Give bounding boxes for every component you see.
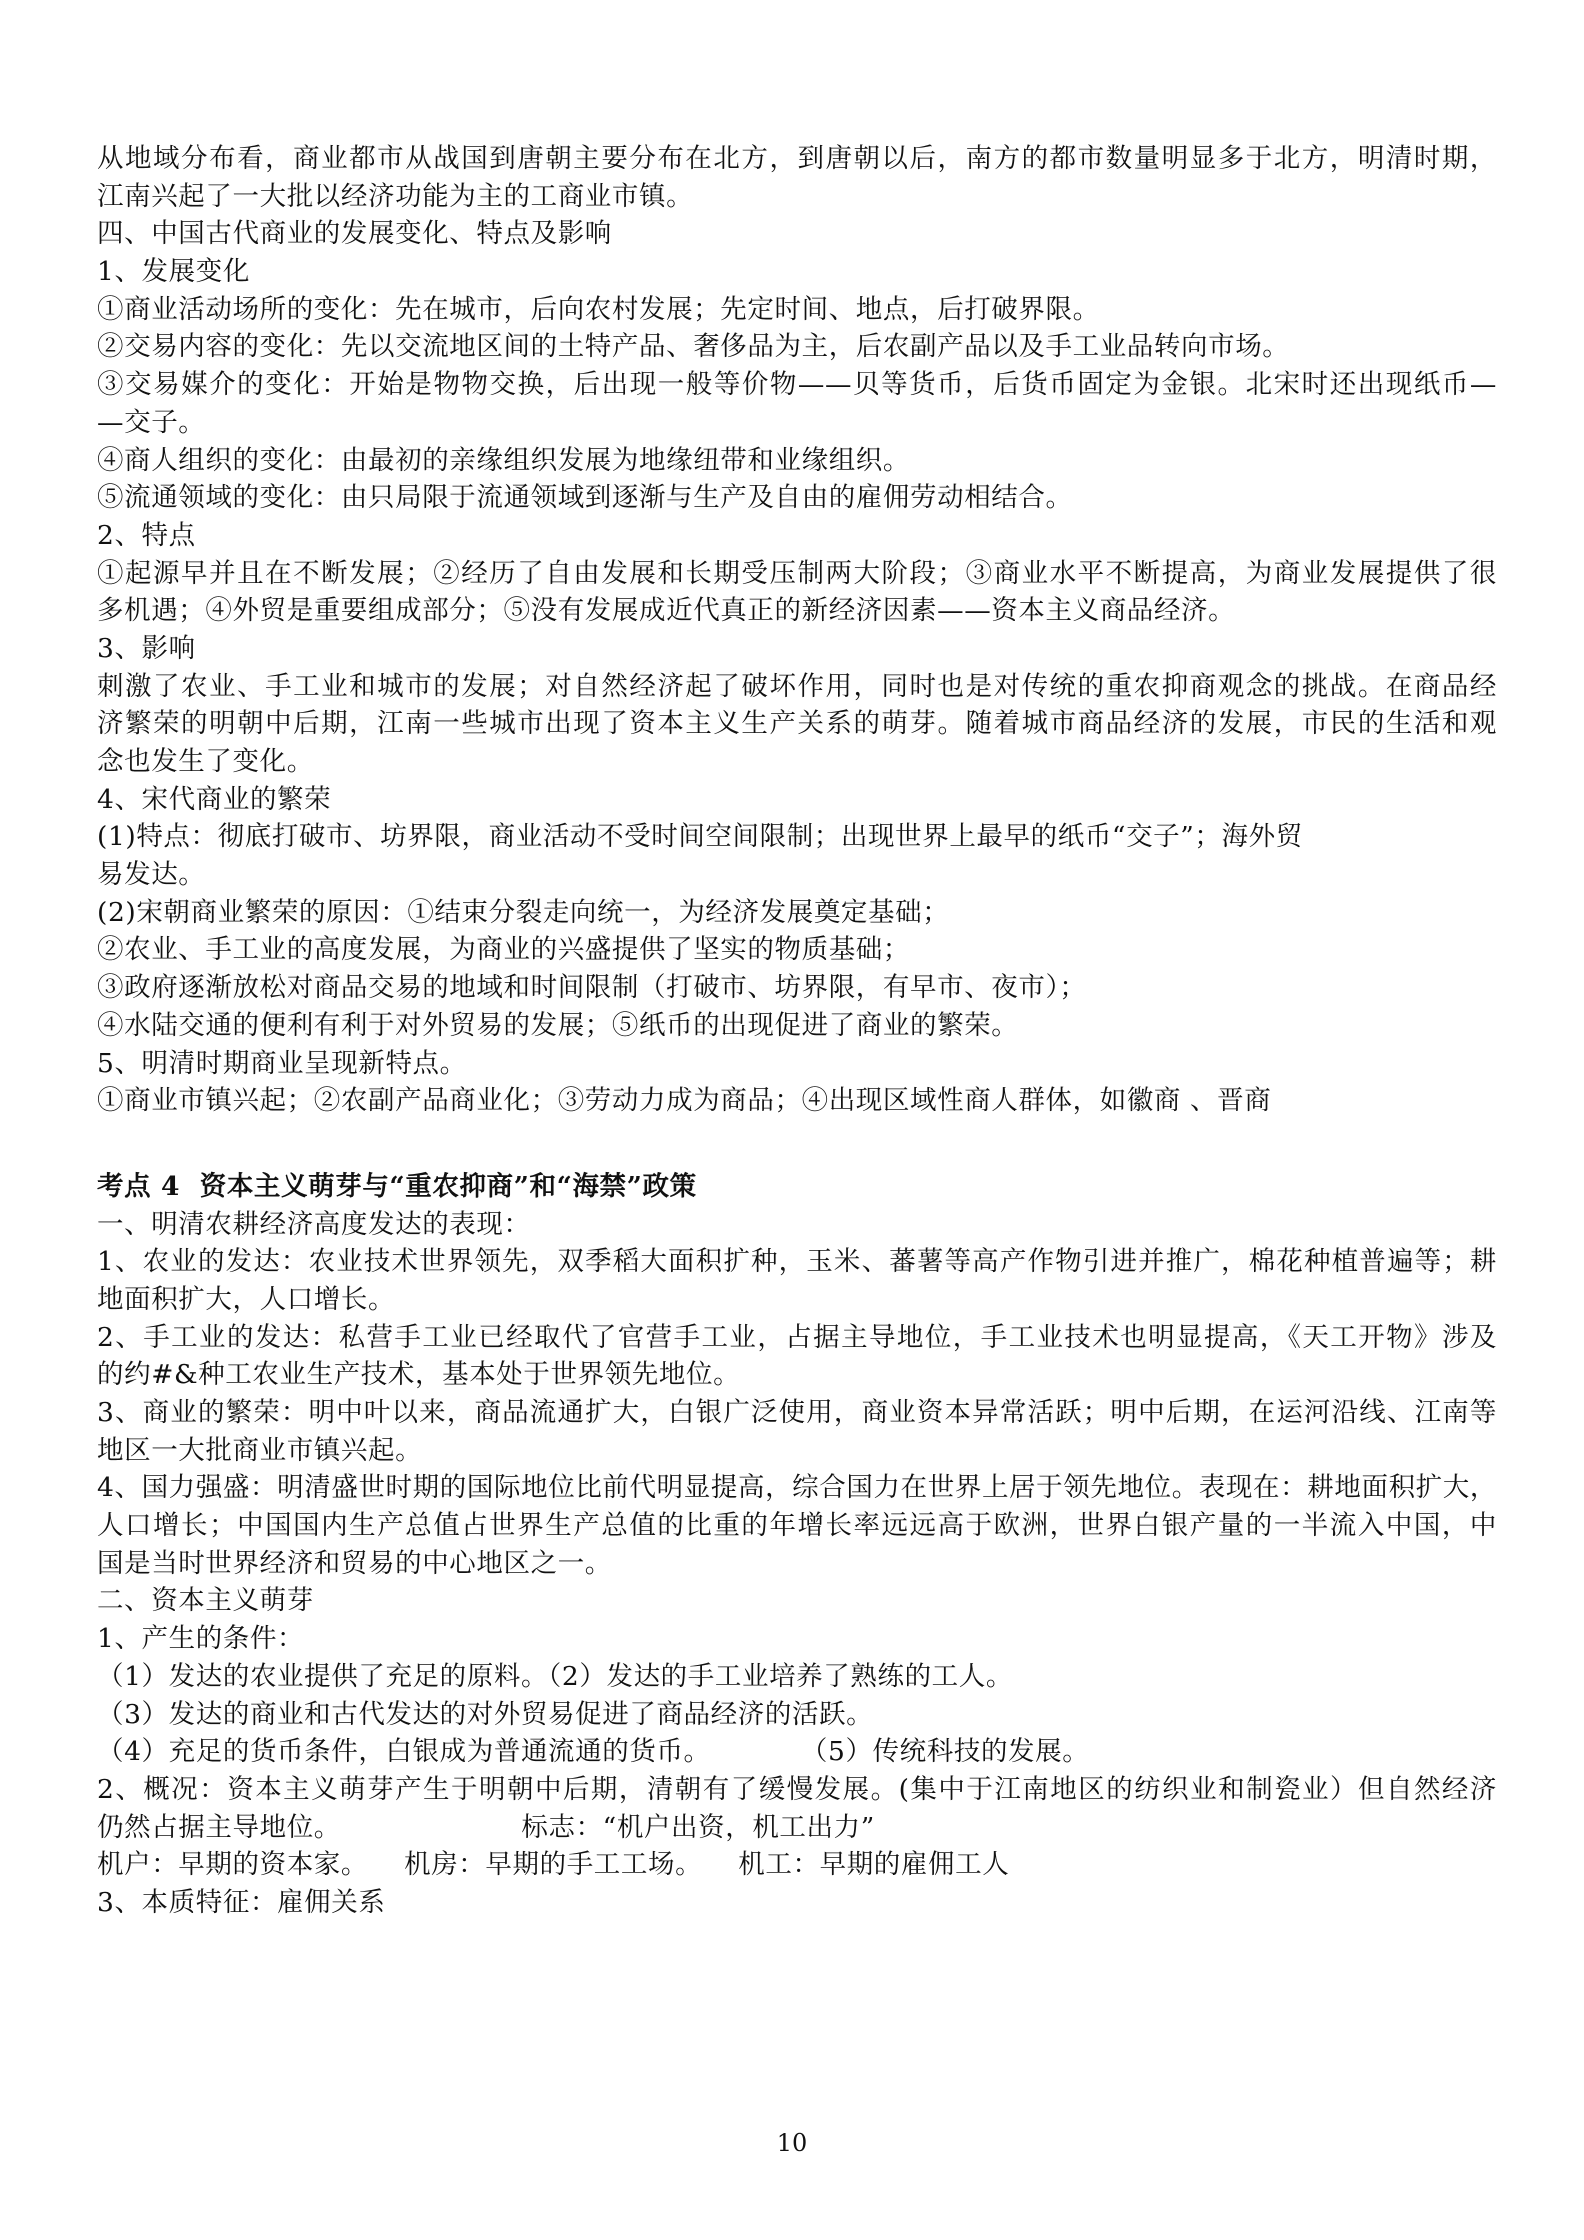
text-line: 1、农业的发达：农业技术世界领先，双季稻大面积扩种，玉米、蕃薯等高产作物引进并推广，棉花种植普遍等；耕 [97,1246,1497,1278]
text-line: ④商人组织的变化：由最初的亲缘组织发展为地缘纽带和业缘组织。 [97,444,910,476]
text-line: 3、本质特征：雇佣关系 [97,1886,386,1918]
page-number: 10 [776,2129,808,2157]
text-line: 仍然占据主导地位。 标志：“机户出资，机工出力” [97,1811,875,1843]
text-line: ④水陆交通的便利有利于对外贸易的发展；⑤纸币的出现促进了商业的繁荣。 [97,1009,1019,1041]
section-gap [97,1120,1497,1168]
subsection-title: 1、发展变化 [97,256,250,288]
text-line: 机户：早期的资本家。 机房：早期的手工工场。 机工：早期的雇佣工人 [97,1849,1010,1881]
text-line: 4、国力强盛：明清盛世时期的国际地位比前代明显提高，综合国力在世界上居于领先地位。表现在：耕地面积扩大， [97,1472,1497,1504]
section-title: 一、明清农耕经济高度发达的表现： [97,1208,531,1240]
text-line: —交子。 [97,406,206,438]
text-line: 2、概况：资本主义萌芽产生于明朝中后期，清朝有了缓慢发展。(集中于江南地区的纺织业和制瓷业）但自然经济 [97,1773,1497,1805]
text-line: 国是当时世界经济和贸易的中心地区之一。 [97,1547,612,1579]
text-line: 2、手工业的发达：私营手工业已经取代了官营手工业，占据主导地位，手工业技术也明显提高，《天工开物》涉及 [97,1321,1497,1353]
text-line: 念也发生了变化。 [97,746,314,777]
subsection-title: 3、影响 [97,632,196,664]
text-line: 刺激了农业、手工业和城市的发展；对自然经济起了破坏作用，同时也是对传统的重农抑商观念的挑战。在商品经 [97,670,1497,702]
text-line: 3、商业的繁荣：明中叶以来，商品流通扩大，白银广泛使用，商业资本异常活跃；明中后期，在运河沿线、江南等 [97,1397,1497,1428]
section-title: 二、资本主义萌芽 [97,1585,314,1617]
subsection-title: 2、特点 [97,519,196,551]
page-content [97,140,1497,1922]
text-line: ③政府逐渐放松对商品交易的地域和时间限制（打破市、坊界限，有早市、夜市）； [97,972,1087,1004]
subsection-title: 5、明清时期商业呈现新特点。 [97,1047,467,1079]
text-line: ⑤流通领域的变化：由只局限于流通领域到逐渐与生产及自由的雇佣劳动相结合。 [97,482,1073,514]
text-line: (2)宋朝商业繁荣的原因：①结束分裂走向统一，为经济发展奠定基础； [97,896,950,928]
text-line: ①起源早并且在不断发展；②经历了自由发展和长期受压制两大阶段；③商业水平不断提高，为商业发展提供了很 [97,557,1497,589]
section-heading: 考点 4 资本主义萌芽与“重农抑商”和“海禁”政策 [97,1170,697,1202]
text-line: 多机遇；④外贸是重要组成部分；⑤没有发展成近代真正的新经济因素——资本主义商品经济。 [97,595,1236,627]
text-line: ②交易内容的变化：先以交流地区间的土特产品、奢侈品为主，后农副产品以及手工业品转向市场。 [97,331,1290,363]
text-line: 地区一大批商业市镇兴起。 [97,1434,423,1466]
subsection-title: 1、产生的条件： [97,1623,305,1655]
text-line: ③交易媒介的变化：开始是物物交换，后出现一般等价物——贝等货币，后货币固定为金银。北宋时还出现纸币— [97,369,1497,401]
text-line: 易发达。 [97,859,206,891]
text-line: ①商业活动场所的变化：先在城市，后向农村发展；先定时间、地点，后打破界限。 [97,293,1100,325]
text-line: (1)特点：彻底打破市、坊界限，商业活动不受时间空间限制；出现世界上最早的纸币“交子”；海外贸 [97,821,1303,853]
section-title: 四、中国古代商业的发展变化、特点及影响 [97,218,612,250]
text-line: 地面积扩大，人口增长。 [97,1283,396,1315]
text-line: （1）发达的农业提供了充足的原料。（2）发达的手工业培养了熟练的工人。 [97,1660,1013,1692]
text-line: 人口增长；中国国内生产总值占世界生产总值的比重的年增长率远远高于欧洲，世界白银产量的一半流入中国，中 [97,1510,1497,1542]
text-line: （4）充足的货币条件，白银成为普通流通的货币。 （5）传统科技的发展。 [97,1736,1090,1768]
text-line: 的约#&种工农业生产技术，基本处于世界领先地位。 [97,1359,741,1391]
text-line: 从地域分布看，商业都市从战国到唐朝主要分布在北方，到唐朝以后，南方的都市数量明显多于北方，明清时期， [97,143,1497,174]
text-line: 济繁荣的明朝中后期，江南一些城市出现了资本主义生产关系的萌芽。随着城市商品经济的发展，市民的生活和观 [97,708,1497,740]
subsection-title: 4、宋代商业的繁荣 [97,783,332,815]
text-line: ①商业市镇兴起；②农副产品商业化；③劳动力成为商品；④出现区域性商人群体，如徽商 、晋商 [97,1085,1272,1117]
text-line: 江南兴起了一大批以经济功能为主的工商业市镇。 [97,180,694,212]
text-line: （3）发达的商业和古代发达的对外贸易促进了商品经济的活跃。 [97,1698,874,1730]
text-line: ②农业、手工业的高度发展，为商业的兴盛提供了坚实的物质基础； [97,934,910,966]
